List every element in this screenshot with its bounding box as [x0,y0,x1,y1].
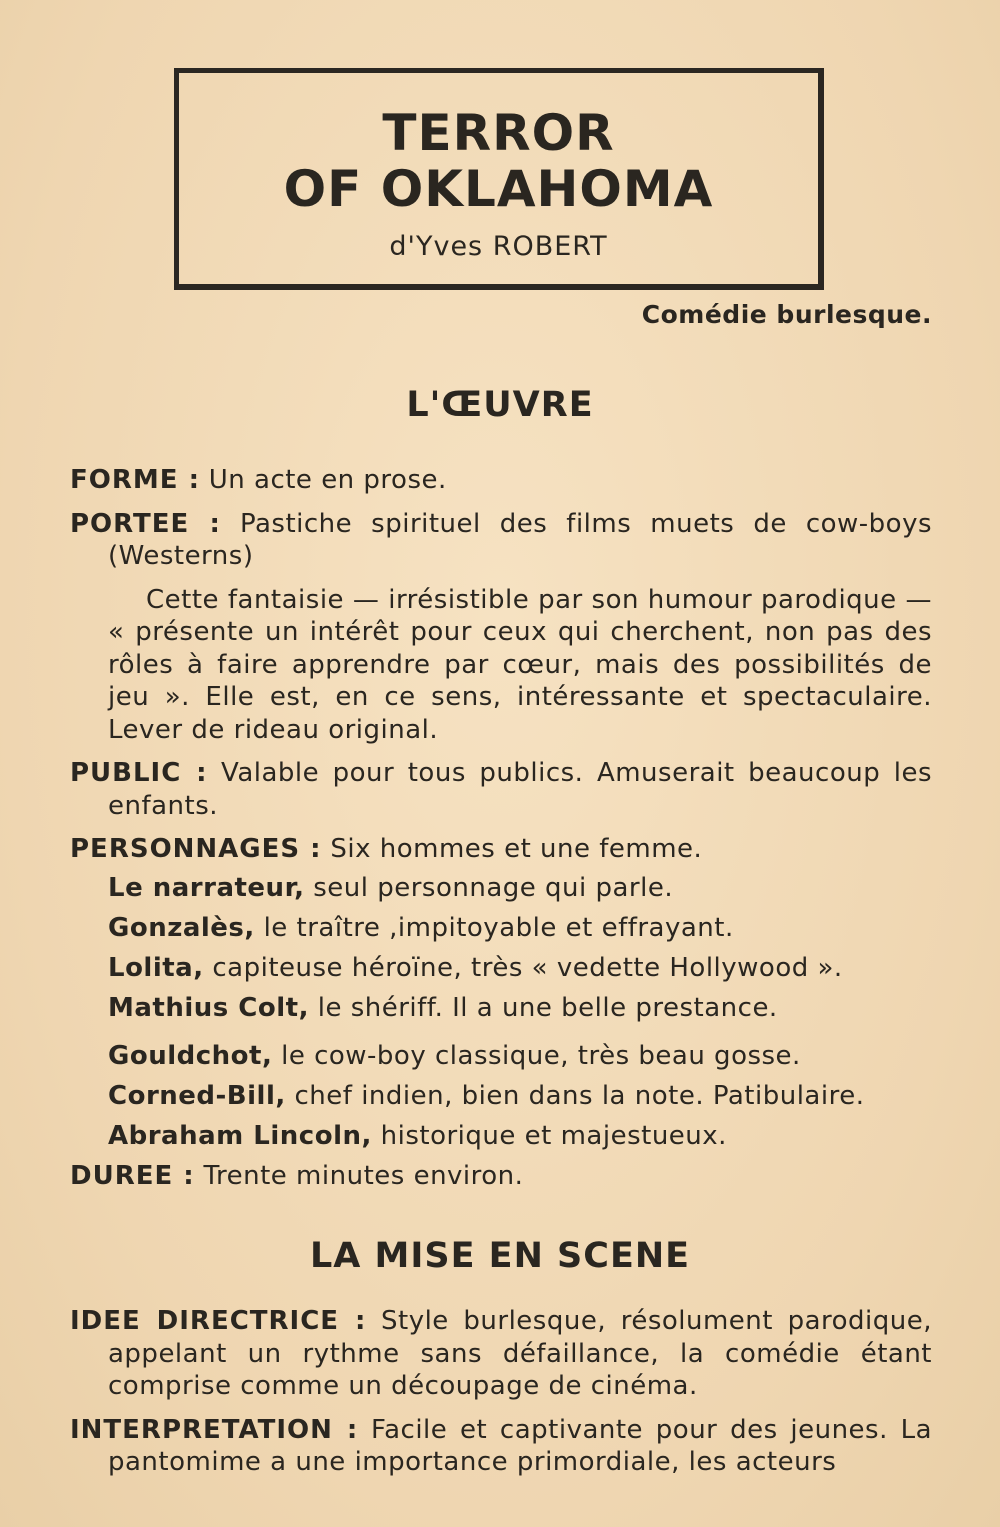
character-item [108,1080,932,1112]
character-desc: historique et majestueux. [380,1120,727,1151]
genre-label: Comédie burlesque. [641,300,932,329]
entry-personnages [70,833,932,866]
character-name: Gouldchot, [108,1040,273,1071]
author: d'Yves ROBERT [389,231,608,262]
duree-label: DUREE : [70,1160,195,1191]
character-item [108,952,932,984]
idee-label: IDEE DIRECTRICE : [70,1306,367,1336]
oeuvre-content [70,464,932,1203]
character-name: Mathius Colt, [108,992,309,1023]
character-name: Lolita, [108,952,204,983]
character-desc: seul personnage qui parle. [313,872,674,903]
character-item [108,872,932,904]
personnages-text: Six hommes et une femme. [330,834,703,864]
interp-text: Facile et captivante pour des jeunes. La pantomime a une importance primordiale, les acteurs [108,1414,933,1477]
portee-paragraph: Cette fantaisie — irrésistible par son humour parodique — « présente un intérêt pour ceux qui cherchent, non pas des rôles à faire apprendre par cœur, mais des possibilités de jeu ». Elle est, en ce sens, intéressante et spectaculaire. Lever de rideau original. [108,584,932,745]
public-label: PUBLIC : [70,758,208,788]
title-line-1: TERROR [382,104,615,162]
character-name: Corned-Bill, [108,1080,286,1111]
character-item [108,992,932,1024]
section-heading-mise-en-scene: LA MISE EN SCENE [309,1236,691,1276]
entry-duree [70,1160,932,1193]
character-desc: le cow-boy classique, très beau gosse. [281,1040,801,1071]
public-text: Valable pour tous publics. Amuserait beaucoup les enfants. [108,758,933,821]
character-name: Abraham Lincoln, [108,1120,372,1151]
character-desc: chef indien, bien dans la note. Patibulaire. [294,1080,865,1111]
idee-text: Style burlesque, résolument parodique, appelant un rythme sans défaillance, la comédie étant comprise comme un découpage de cinéma. [108,1306,933,1401]
character-desc: le shériff. Il a une belle prestance. [317,992,778,1023]
entry-forme [70,464,932,497]
section-heading-oeuvre: L'ŒUVRE [406,385,594,425]
entry-interpretation [70,1414,932,1479]
character-item [108,912,932,944]
entry-portee [70,508,932,573]
interp-label: INTERPRETATION : [70,1414,359,1445]
character-desc: capiteuse héroïne, très « vedette Hollywood ». [212,952,843,983]
forme-text: Un acte en prose. [208,465,447,495]
personnages-label: PERSONNAGES : [70,834,322,864]
forme-label: FORME : [70,465,200,495]
duree-text: Trente minutes environ. [203,1160,524,1191]
entry-public [70,757,932,822]
character-name: Gonzalès, [108,912,255,943]
entry-idee-directrice [70,1305,932,1403]
title-box [174,68,824,290]
character-name: Le narrateur, [108,872,305,903]
portee-text: Pastiche spirituel des films muets de cow-boys (Westerns) [108,508,933,571]
portee-label: PORTEE : [70,508,221,539]
title-line-2: OF OKLAHOMA [283,160,714,218]
character-item [108,1040,932,1072]
mise-en-scene-content [70,1305,932,1490]
character-item [108,1120,932,1152]
character-desc: le traître ,impitoyable et effrayant. [263,912,734,943]
